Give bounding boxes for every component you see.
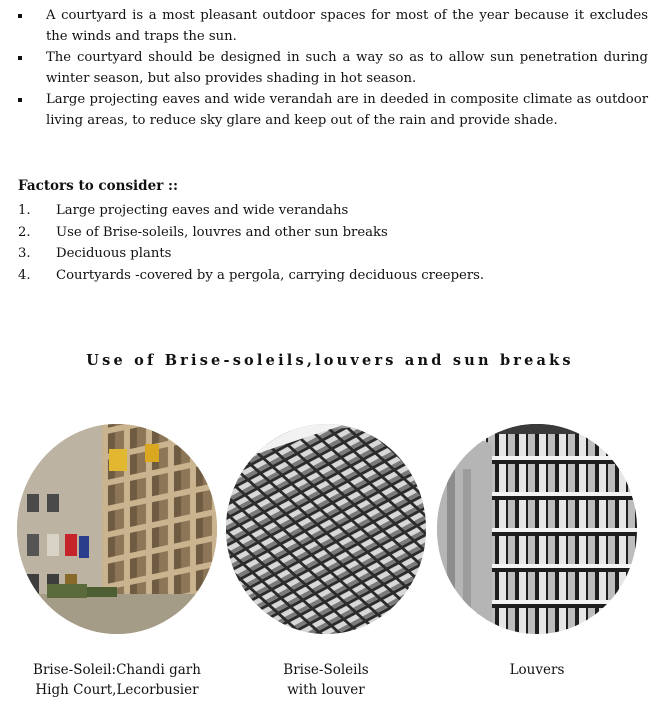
bullet-text: Large projecting eaves and wide verandah are in deeded in composite climate as outdoor living areas, to reduce sky glare and keep out of the rain and provide shade.	[46, 92, 648, 128]
caption-line: Brise-Soleil:Chandi garh	[33, 662, 201, 678]
factor-item	[18, 200, 558, 222]
factor-number: 2.	[18, 224, 31, 240]
section-title: Use of Brise-soleils,louvers and sun breaks	[86, 352, 574, 369]
factor-item	[18, 222, 558, 244]
factor-item	[18, 265, 558, 287]
factors-list	[18, 200, 558, 286]
factor-text: Courtyards -covered by a pergola, carrying deciduous creepers.	[56, 267, 485, 283]
bullet-list	[16, 6, 648, 132]
bullet-text: A courtyard is a most pleasant outdoor spaces for most of the year because it excludes the winds and traps the sun.	[46, 8, 648, 44]
caption-brise-soleils	[226, 660, 426, 700]
photo-chandigarh-image	[17, 424, 217, 634]
factor-item	[18, 243, 558, 265]
photo-louver-facade-image	[226, 424, 426, 634]
photo-louvers	[437, 424, 637, 634]
caption-line: Brise-Soleils	[283, 662, 369, 678]
bullet-item	[16, 48, 648, 89]
bullet-marker	[16, 48, 46, 89]
caption-chandigarh	[17, 660, 217, 700]
photo-louvers-image	[437, 424, 637, 634]
caption-line: with louver	[287, 682, 365, 698]
bullet-marker	[16, 6, 46, 47]
factor-number: 4.	[18, 267, 31, 283]
factors-heading: Factors to consider ::	[18, 178, 178, 194]
factor-number: 1.	[18, 203, 31, 218]
bullet-marker	[16, 90, 46, 131]
bullet-item	[16, 6, 648, 47]
bullet-text: The courtyard should be designed in such a way so as to allow sun penetration during winter season, but also provides shading in hot season.	[46, 50, 648, 86]
factor-number: 3.	[18, 246, 31, 261]
photo-brise-soleils-louver	[226, 424, 426, 634]
photo-brise-soleil-chandigarh	[17, 424, 217, 634]
factor-text: Use of Brise-soleils, louvres and other sun breaks	[56, 224, 388, 240]
caption-louvers	[437, 660, 637, 680]
factor-text: Large projecting eaves and wide verandahs	[56, 203, 349, 218]
caption-line: High Court,Lecorbusier	[35, 682, 199, 698]
bullet-item	[16, 90, 648, 131]
factor-text: Deciduous plants	[56, 246, 172, 261]
caption-line: Louvers	[509, 662, 565, 678]
